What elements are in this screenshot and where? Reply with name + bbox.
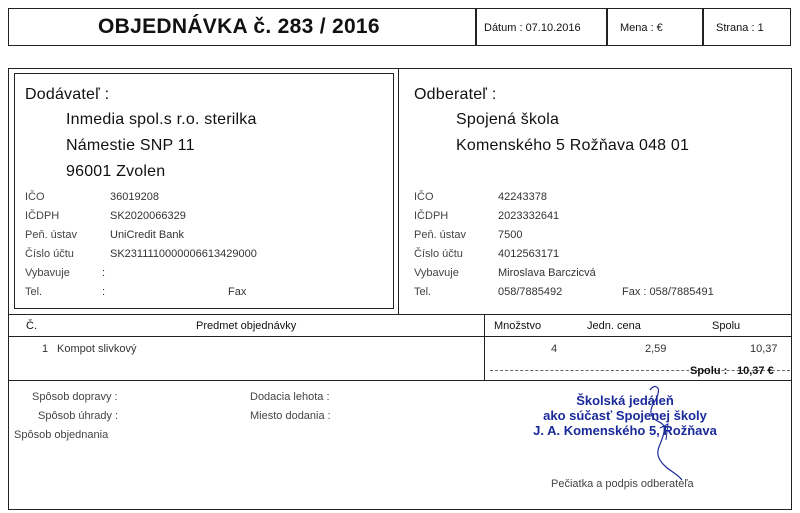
supplier-fax-label: Fax — [228, 286, 247, 298]
date-label: Dátum : 07.10.2016 — [484, 22, 581, 34]
customer-account-value: 4012563171 — [498, 248, 560, 260]
stamp-line-1: Školská jedáleň — [576, 393, 674, 408]
row-no: 1 — [42, 343, 49, 355]
school-stamp — [500, 393, 750, 438]
supplier-contact-value: : — [102, 267, 106, 279]
delivery-place-label: Miesto dodania : — [250, 410, 331, 422]
supplier-account-value: SK2311110000006613429000 — [110, 248, 257, 260]
customer-icdph-value: 2023332641 — [498, 210, 560, 222]
payment-label: Spôsob úhrady : — [38, 410, 119, 422]
supplier-bank-label: Peň. ústav — [25, 229, 77, 241]
signature-label: Pečiatka a podpis odberateľa — [551, 478, 694, 490]
col-qty-header: Množstvo — [494, 320, 542, 332]
sum-value: 10,37 € — [737, 365, 774, 377]
supplier-ico-value: 36019208 — [110, 191, 159, 203]
customer-name: Spojená škola — [456, 111, 560, 128]
customer-tel-label: Tel. — [414, 286, 432, 298]
row-item: Kompot slivkový — [57, 343, 137, 355]
supplier-tel-value: : — [102, 286, 106, 298]
delivery-time-label: Dodacia lehota : — [250, 391, 330, 403]
col-total-header: Spolu — [712, 320, 741, 332]
supplier-bank-value: UniCredit Bank — [110, 229, 184, 241]
row-total: 10,37 — [750, 343, 778, 355]
customer-fax: Fax : 058/7885491 — [622, 286, 714, 298]
supplier-divider — [398, 68, 399, 314]
row-unit-price: 2,59 — [645, 343, 667, 355]
supplier-account-label: Číslo účtu — [25, 248, 74, 260]
transport-label: Spôsob dopravy : — [32, 391, 118, 403]
supplier-icdph-label: IČDPH — [25, 210, 60, 222]
supplier-ico-label: IČO — [25, 191, 45, 203]
signature-mark — [640, 380, 700, 485]
customer-ico-label: IČO — [414, 191, 434, 203]
supplier-box — [14, 73, 394, 309]
table-top-border — [8, 314, 792, 315]
customer-account-label: Číslo účtu — [414, 248, 463, 260]
customer-ico-value: 42243378 — [498, 191, 547, 203]
ordering-label: Spôsob objednania — [14, 429, 109, 441]
order-title: OBJEDNÁVKA č. 283 / 2016 — [98, 15, 380, 38]
customer-address: Komenského 5 Rožňava 048 01 — [456, 137, 690, 154]
col-item-header: Predmet objednávky — [196, 320, 297, 332]
customer-contact-label: Vybavuje — [414, 267, 459, 279]
customer-heading: Odberateľ : — [414, 86, 497, 103]
supplier-city: 96001 Zvolen — [66, 163, 166, 180]
row-qty: 4 — [551, 343, 558, 355]
currency-label: Mena : € — [620, 22, 663, 34]
table-col-divider — [484, 314, 485, 380]
sum-label: Spolu : — [690, 365, 728, 377]
customer-bank-value: 7500 — [498, 229, 523, 241]
page-label: Strana : 1 — [716, 22, 764, 34]
customer-bank-label: Peň. ústav — [414, 229, 466, 241]
supplier-heading: Dodávateľ : — [25, 86, 110, 103]
supplier-name: Inmedia spol.s r.o. sterilka — [66, 111, 257, 128]
customer-icdph-label: IČDPH — [414, 210, 449, 222]
supplier-street: Námestie SNP 11 — [66, 137, 195, 154]
supplier-icdph-value: SK2020066329 — [110, 210, 186, 222]
col-no-header: Č. — [26, 320, 37, 332]
table-header-underline — [8, 336, 792, 337]
stamp-line-3: J. A. Komenského 5, Rožňava — [533, 423, 717, 438]
supplier-tel-label: Tel. — [25, 286, 43, 298]
customer-contact-value: Miroslava Barczicvá — [498, 267, 596, 279]
supplier-contact-label: Vybavuje — [25, 267, 70, 279]
customer-tel-value: 058/7885492 — [498, 286, 563, 298]
stamp-line-2: ako súčasť Spojenej školy — [543, 408, 707, 423]
col-unit-price-header: Jedn. cena — [587, 320, 641, 332]
